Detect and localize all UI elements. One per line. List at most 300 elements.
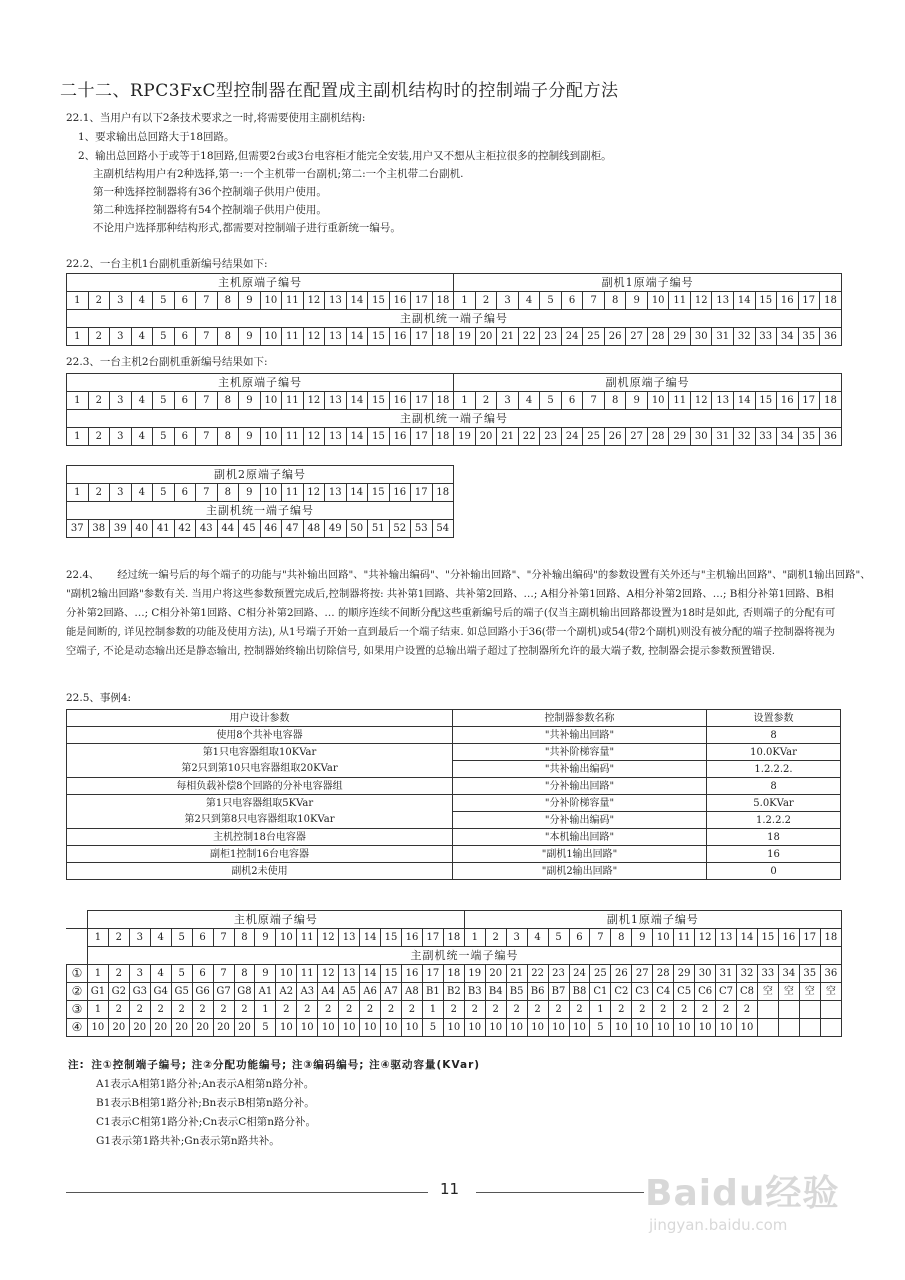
terminal-cell: 8: [234, 965, 255, 983]
terminal-cell: 34: [778, 965, 799, 983]
terminal-cell: A5: [339, 983, 360, 1001]
terminal-cell: C7: [716, 983, 737, 1001]
terminal-cell: C6: [695, 983, 716, 1001]
terminal-cell: 25: [583, 428, 605, 446]
terminal-cell: 3: [497, 292, 519, 310]
terminal-cell: [820, 1001, 841, 1019]
terminal-cell: A3: [297, 983, 318, 1001]
example-params-table: [66, 709, 841, 880]
terminal-cell: 10: [276, 929, 297, 947]
terminal-cell: 37: [67, 520, 89, 538]
terminal-cell: 11: [669, 292, 691, 310]
terminal-cell: 10: [402, 1019, 423, 1037]
terminal-cell: 14: [360, 929, 381, 947]
terminal-cell: 48: [303, 520, 325, 538]
terminal-cell: 18: [443, 965, 464, 983]
terminal-cell: 3: [129, 965, 150, 983]
terminal-cell: 20: [171, 1019, 192, 1037]
terminal-cell: 2: [171, 1001, 192, 1019]
controller-param: "分补输出编码": [453, 812, 707, 829]
terminal-cell: 10: [360, 1019, 381, 1037]
terminal-cell: 18: [432, 428, 454, 446]
terminal-cell: 51: [368, 520, 390, 538]
terminal-cell: 32: [733, 328, 755, 346]
terminal-cell: 23: [540, 428, 562, 446]
terminal-cell: B3: [464, 983, 485, 1001]
terminal-cell: 16: [389, 484, 411, 502]
terminal-cell: 4: [527, 929, 548, 947]
terminal-cell: 28: [647, 428, 669, 446]
terminal-cell: 36: [820, 965, 841, 983]
baidu-watermark: [645, 1165, 839, 1234]
terminal-cell: A6: [360, 983, 381, 1001]
terminal-cell: 28: [653, 965, 674, 983]
user-param: 第2只到第10只电容器组取20KVar: [67, 761, 453, 778]
s224-line2: "副机2输出回路"参数有关. 当用户将这些参数预置完成后,控制器将按: 共补第1回路、共补第2回路、…; A相分补第1回路、A相分补第2回路、…; B相分补第1回路、B相: [66, 588, 834, 600]
terminal-cell: 9: [239, 392, 261, 410]
terminal-cell: 21: [497, 428, 519, 446]
terminal-cell: 空: [799, 983, 820, 1001]
terminal-cell: 17: [411, 428, 433, 446]
terminal-cell: 2: [88, 428, 110, 446]
col-controller-params: 控制器参数名称: [453, 710, 707, 727]
row-label: ④: [67, 1019, 88, 1037]
terminal-cell: 10: [381, 1019, 402, 1037]
s224-paragraph: [66, 566, 871, 661]
terminal-cell: 5: [153, 484, 175, 502]
s221-item1: 1、要求输出总回路大于18回路。: [78, 131, 235, 143]
terminal-cell: 36: [820, 428, 842, 446]
terminal-cell: 3: [506, 929, 527, 947]
unified-header: 主副机统一端子编号: [87, 947, 841, 965]
terminal-cell: 40: [131, 520, 153, 538]
controller-param: "共补输出编码": [453, 761, 707, 778]
terminal-cell: 18: [820, 392, 842, 410]
terminal-cell: 16: [777, 292, 799, 310]
terminal-cell: 15: [368, 292, 390, 310]
main-header: 主机原端子编号: [67, 374, 454, 392]
terminal-cell: 10: [653, 1019, 674, 1037]
s221-line4: 第一种选择控制器将有36个控制端子供用户使用。: [93, 186, 327, 198]
terminal-cell: [757, 1019, 778, 1037]
user-param: 第1只电容器组取5KVar: [67, 795, 453, 812]
terminal-cell: 27: [632, 965, 653, 983]
terminal-cell: 10: [87, 1019, 108, 1037]
terminal-cell: 19: [464, 965, 485, 983]
terminal-cell: 11: [282, 484, 304, 502]
terminal-cell: 17: [798, 392, 820, 410]
terminal-cell: 12: [303, 328, 325, 346]
terminal-cell: 43: [196, 520, 218, 538]
terminal-cell: 12: [318, 929, 339, 947]
terminal-cell: 14: [733, 292, 755, 310]
terminal-cell: 13: [325, 484, 347, 502]
footer-rule-right: [476, 1192, 644, 1193]
unified-header: 主副机统一端子编号: [67, 310, 842, 328]
terminal-cell: 2: [716, 1001, 737, 1019]
terminal-cell: A2: [276, 983, 297, 1001]
terminal-cell: 10: [569, 1019, 590, 1037]
unified2-header: 主副机统一端子编号: [67, 502, 454, 520]
terminal-cell: 35: [798, 428, 820, 446]
terminal-cell: 空: [778, 983, 799, 1001]
terminal-cell: 14: [360, 965, 381, 983]
terminal-cell: 2: [192, 1001, 213, 1019]
terminal-cell: 8: [604, 392, 626, 410]
terminal-cell: 17: [798, 292, 820, 310]
terminal-cell: 6: [174, 484, 196, 502]
terminal-cell: 52: [389, 520, 411, 538]
terminal-cell: 14: [733, 392, 755, 410]
terminal-cell: 12: [303, 484, 325, 502]
setting-value: 0: [707, 863, 841, 880]
terminal-cell: G6: [192, 983, 213, 1001]
terminal-cell: 6: [174, 392, 196, 410]
note-c: C1表示C相第1路分补;Cn表示C相第n路分补。: [96, 1116, 317, 1128]
setting-value: 18: [707, 829, 841, 846]
terminal-cell: 32: [733, 428, 755, 446]
terminal-cell: 7: [213, 929, 234, 947]
terminal-cell: 2: [402, 1001, 423, 1019]
terminal-cell: 7: [196, 428, 218, 446]
terminal-cell: 空: [820, 983, 841, 1001]
terminal-cell: 10: [464, 1019, 485, 1037]
terminal-cell: 10: [485, 1019, 506, 1037]
s224-line4: 能是间断的, 详见控制参数的功能及使用方法), 从1号端子开始一直到最后一个端子结束. 如总回路小于36(带一个副机)或54(带2个副机)则没有被分配的端子控制器将视为: [66, 626, 835, 638]
terminal-cell: 10: [527, 1019, 548, 1037]
s223-table: [66, 373, 842, 446]
notes-head: 注①控制端子编号; 注②分配功能编号; 注③编码编号; 注④驱动容量(KVar): [91, 1059, 481, 1071]
terminal-cell: A7: [381, 983, 402, 1001]
terminal-cell: 1: [255, 1001, 276, 1019]
user-param: 每相负载补偿8个回路的分补电容器组: [67, 778, 453, 795]
terminal-cell: 4: [131, 328, 153, 346]
main-header: 主机原端子编号: [67, 274, 454, 292]
main-header: 主机原端子编号: [87, 911, 464, 929]
terminal-cell: B8: [569, 983, 590, 1001]
terminal-cell: 39: [110, 520, 132, 538]
terminal-cell: 3: [129, 929, 150, 947]
terminal-cell: 15: [368, 484, 390, 502]
terminal-cell: 7: [583, 292, 605, 310]
terminal-cell: 17: [411, 292, 433, 310]
terminal-cell: [778, 1001, 799, 1019]
terminal-cell: 12: [690, 392, 712, 410]
terminal-cell: 2: [108, 1001, 129, 1019]
terminal-cell: 13: [325, 328, 347, 346]
terminal-cell: 17: [411, 328, 433, 346]
terminal-cell: 9: [626, 392, 648, 410]
terminal-cell: 1: [67, 392, 89, 410]
terminal-cell: 15: [368, 392, 390, 410]
terminal-cell: 15: [381, 965, 402, 983]
terminal-cell: 10: [276, 1019, 297, 1037]
example-terminal-table: [66, 910, 842, 1037]
terminal-cell: 20: [475, 428, 497, 446]
terminal-cell: 17: [422, 965, 443, 983]
setting-value: 8: [707, 727, 841, 744]
terminal-cell: 6: [174, 328, 196, 346]
notes: [68, 1056, 480, 1151]
terminal-cell: 12: [303, 428, 325, 446]
terminal-cell: 12: [690, 292, 712, 310]
terminal-cell: 6: [561, 292, 583, 310]
row-label: ②: [67, 983, 88, 1001]
terminal-cell: G8: [234, 983, 255, 1001]
terminal-cell: 14: [346, 484, 368, 502]
s221-heading: 22.1、当用户有以下2条技术要求之一时,将需要使用主副机结构:: [66, 112, 366, 124]
terminal-cell: 27: [626, 428, 648, 446]
terminal-cell: 7: [196, 328, 218, 346]
terminal-cell: 21: [506, 965, 527, 983]
terminal-cell: G4: [150, 983, 171, 1001]
terminal-cell: 10: [506, 1019, 527, 1037]
terminal-cell: 1: [590, 1001, 611, 1019]
terminal-cell: 2: [611, 1001, 632, 1019]
s224-line5: 空端子, 不论是动态输出还是静态输出, 控制器始终输出切除信号, 如果用户设置的总输出端子超过了控制器所允许的最大端子数, 控制器会提示参数预置错误.: [66, 645, 776, 657]
terminal-cell: 31: [712, 328, 734, 346]
terminal-cell: 8: [611, 929, 632, 947]
terminal-cell: 1: [67, 292, 89, 310]
terminal-cell: 11: [297, 965, 318, 983]
terminal-cell: 3: [497, 392, 519, 410]
terminal-cell: 49: [325, 520, 347, 538]
s222-table: [66, 273, 842, 346]
setting-value: 8: [707, 778, 841, 795]
terminal-cell: 16: [389, 392, 411, 410]
terminal-cell: 13: [716, 929, 737, 947]
terminal-cell: 18: [820, 929, 841, 947]
terminal-cell: 29: [674, 965, 695, 983]
terminal-cell: 2: [339, 1001, 360, 1019]
terminal-cell: 10: [260, 292, 282, 310]
terminal-cell: 27: [626, 328, 648, 346]
terminal-cell: 18: [443, 929, 464, 947]
terminal-cell: A1: [255, 983, 276, 1001]
user-param: 第1只电容器组取10KVar: [67, 744, 453, 761]
terminal-cell: B1: [422, 983, 443, 1001]
terminal-cell: 33: [755, 328, 777, 346]
terminal-cell: 2: [234, 1001, 255, 1019]
controller-param: "共补输出回路": [453, 727, 707, 744]
terminal-cell: 20: [108, 1019, 129, 1037]
terminal-cell: 2: [527, 1001, 548, 1019]
terminal-cell: 5: [548, 929, 569, 947]
terminal-cell: B6: [527, 983, 548, 1001]
terminal-cell: 38: [88, 520, 110, 538]
terminal-cell: 10: [647, 292, 669, 310]
terminal-cell: 12: [695, 929, 716, 947]
terminal-cell: 2: [475, 392, 497, 410]
terminal-cell: 50: [346, 520, 368, 538]
terminal-cell: 4: [518, 292, 540, 310]
terminal-cell: 22: [527, 965, 548, 983]
terminal-cell: 1: [67, 484, 89, 502]
user-param: 第2只到第8只电容器组取10KVar: [67, 812, 453, 829]
terminal-cell: C5: [674, 983, 695, 1001]
terminal-cell: 24: [569, 965, 590, 983]
s221-line3: 主副机结构用户有2种选择,第一:一个主机带一台副机;第二:一个主机带二台副机.: [93, 168, 464, 180]
terminal-cell: 4: [131, 428, 153, 446]
terminal-cell: 30: [690, 328, 712, 346]
terminal-cell: 33: [757, 965, 778, 983]
terminal-cell: 2: [464, 1001, 485, 1019]
terminal-cell: B4: [485, 983, 506, 1001]
terminal-cell: 2: [360, 1001, 381, 1019]
terminal-cell: 6: [192, 929, 213, 947]
terminal-cell: C4: [653, 983, 674, 1001]
controller-param: "分补输出回路": [453, 778, 707, 795]
terminal-cell: 1: [454, 292, 476, 310]
terminal-cell: 11: [282, 428, 304, 446]
terminal-cell: 6: [174, 292, 196, 310]
terminal-cell: 15: [755, 392, 777, 410]
s221-line6: 不论用户选择那种结构形式,都需要对控制端子进行重新统一编号。: [93, 222, 401, 234]
terminal-cell: 10: [260, 392, 282, 410]
terminal-cell: 16: [402, 965, 423, 983]
terminal-cell: 11: [282, 392, 304, 410]
terminal-cell: 16: [389, 292, 411, 310]
terminal-cell: G3: [129, 983, 150, 1001]
terminal-cell: 1: [87, 929, 108, 947]
terminal-cell: 1: [87, 965, 108, 983]
terminal-cell: 10: [260, 328, 282, 346]
terminal-cell: 13: [712, 292, 734, 310]
terminal-cell: 20: [192, 1019, 213, 1037]
terminal-cell: 7: [196, 292, 218, 310]
terminal-cell: A8: [402, 983, 423, 1001]
terminal-cell: 9: [255, 929, 276, 947]
terminal-cell: 14: [346, 392, 368, 410]
terminal-cell: [820, 1019, 841, 1037]
terminal-cell: 11: [282, 292, 304, 310]
terminal-cell: 5: [422, 1019, 443, 1037]
terminal-cell: 20: [234, 1019, 255, 1037]
terminal-cell: 25: [583, 328, 605, 346]
terminal-cell: 15: [368, 328, 390, 346]
terminal-cell: 10: [647, 392, 669, 410]
terminal-cell: 空: [757, 983, 778, 1001]
s223-heading: 22.3、一台主机2台副机重新编号结果如下:: [66, 356, 268, 368]
s221-item2: 2、输出总回路小于或等于18回路,但需要2台或3台电容柜才能完全安装,用户又不想从主柜拉很多的控制线到副柜。: [78, 150, 612, 162]
terminal-cell: 2: [108, 929, 129, 947]
row-label: ①: [67, 965, 88, 983]
terminal-cell: [799, 1001, 820, 1019]
terminal-cell: 13: [712, 392, 734, 410]
terminal-cell: 11: [282, 328, 304, 346]
terminal-cell: 47: [282, 520, 304, 538]
terminal-cell: 15: [381, 929, 402, 947]
terminal-cell: 8: [217, 392, 239, 410]
terminal-cell: 2: [297, 1001, 318, 1019]
terminal-cell: 1: [464, 929, 485, 947]
terminal-cell: 10: [632, 1019, 653, 1037]
terminal-cell: 20: [129, 1019, 150, 1037]
terminal-cell: 8: [604, 292, 626, 310]
terminal-cell: C8: [737, 983, 758, 1001]
terminal-cell: 10: [318, 1019, 339, 1037]
terminal-cell: 5: [255, 1019, 276, 1037]
terminal-cell: 4: [150, 965, 171, 983]
terminal-cell: 17: [422, 929, 443, 947]
terminal-cell: 26: [604, 328, 626, 346]
terminal-cell: 13: [325, 392, 347, 410]
col-user-params: 用户设计参数: [67, 710, 453, 727]
terminal-cell: 22: [518, 428, 540, 446]
setting-value: 5.0KVar: [707, 795, 841, 812]
terminal-cell: 29: [669, 428, 691, 446]
terminal-cell: 8: [217, 484, 239, 502]
terminal-cell: 2: [475, 292, 497, 310]
terminal-cell: 5: [153, 392, 175, 410]
terminal-cell: 21: [497, 328, 519, 346]
terminal-cell: 10: [716, 1019, 737, 1037]
terminal-cell: C1: [590, 983, 611, 1001]
note-g: G1表示第1路共补;Gn表示第n路共补。: [96, 1135, 280, 1147]
terminal-cell: 2: [506, 1001, 527, 1019]
terminal-cell: 34: [777, 328, 799, 346]
terminal-cell: 23: [540, 328, 562, 346]
terminal-cell: 15: [755, 292, 777, 310]
terminal-cell: 16: [777, 392, 799, 410]
terminal-cell: 28: [647, 328, 669, 346]
terminal-cell: 10: [297, 1019, 318, 1037]
terminal-cell: 7: [583, 392, 605, 410]
terminal-cell: G2: [108, 983, 129, 1001]
terminal-cell: 20: [485, 965, 506, 983]
sub-header: 副机原端子编号: [454, 374, 842, 392]
terminal-cell: 5: [540, 292, 562, 310]
terminal-cell: 5: [540, 392, 562, 410]
terminal-cell: 3: [110, 484, 132, 502]
terminal-cell: 31: [716, 965, 737, 983]
terminal-cell: 24: [561, 328, 583, 346]
setting-value: 1.2.2.2: [707, 812, 841, 829]
terminal-cell: B2: [443, 983, 464, 1001]
terminal-cell: 2: [88, 392, 110, 410]
terminal-cell: 30: [695, 965, 716, 983]
terminal-cell: 10: [276, 965, 297, 983]
terminal-cell: 11: [674, 929, 695, 947]
terminal-cell: 12: [303, 392, 325, 410]
terminal-cell: 10: [260, 428, 282, 446]
s225-heading: 22.5、事例4:: [66, 692, 132, 704]
terminal-cell: 30: [690, 428, 712, 446]
terminal-cell: 2: [674, 1001, 695, 1019]
terminal-cell: 2: [276, 1001, 297, 1019]
terminal-cell: 9: [626, 292, 648, 310]
terminal-cell: 2: [213, 1001, 234, 1019]
footer-rule-left: [66, 1192, 428, 1193]
terminal-cell: 1: [87, 1001, 108, 1019]
terminal-cell: 5: [153, 328, 175, 346]
terminal-cell: [778, 1019, 799, 1037]
terminal-cell: 1: [454, 392, 476, 410]
terminal-cell: 18: [820, 292, 842, 310]
setting-value: 1.2.2.2.: [707, 761, 841, 778]
terminal-cell: 12: [303, 292, 325, 310]
s224-line1: 经过统一编号后的每个端子的功能与"共补输出回路"、"共补输出编码"、"分补输出回路"、"分补输出编码"的参数设置有关外还与"主机输出回路"、"副机1输出回路"、: [117, 569, 871, 581]
controller-param: "分补阶梯容量": [453, 795, 707, 812]
terminal-cell: 54: [432, 520, 454, 538]
terminal-cell: 15: [757, 929, 778, 947]
terminal-cell: 10: [260, 484, 282, 502]
terminal-cell: 12: [318, 965, 339, 983]
user-param: 使用8个共补电容器: [67, 727, 453, 744]
terminal-cell: 20: [213, 1019, 234, 1037]
terminal-cell: 8: [217, 328, 239, 346]
sub-header: 副机1原端子编号: [464, 911, 841, 929]
